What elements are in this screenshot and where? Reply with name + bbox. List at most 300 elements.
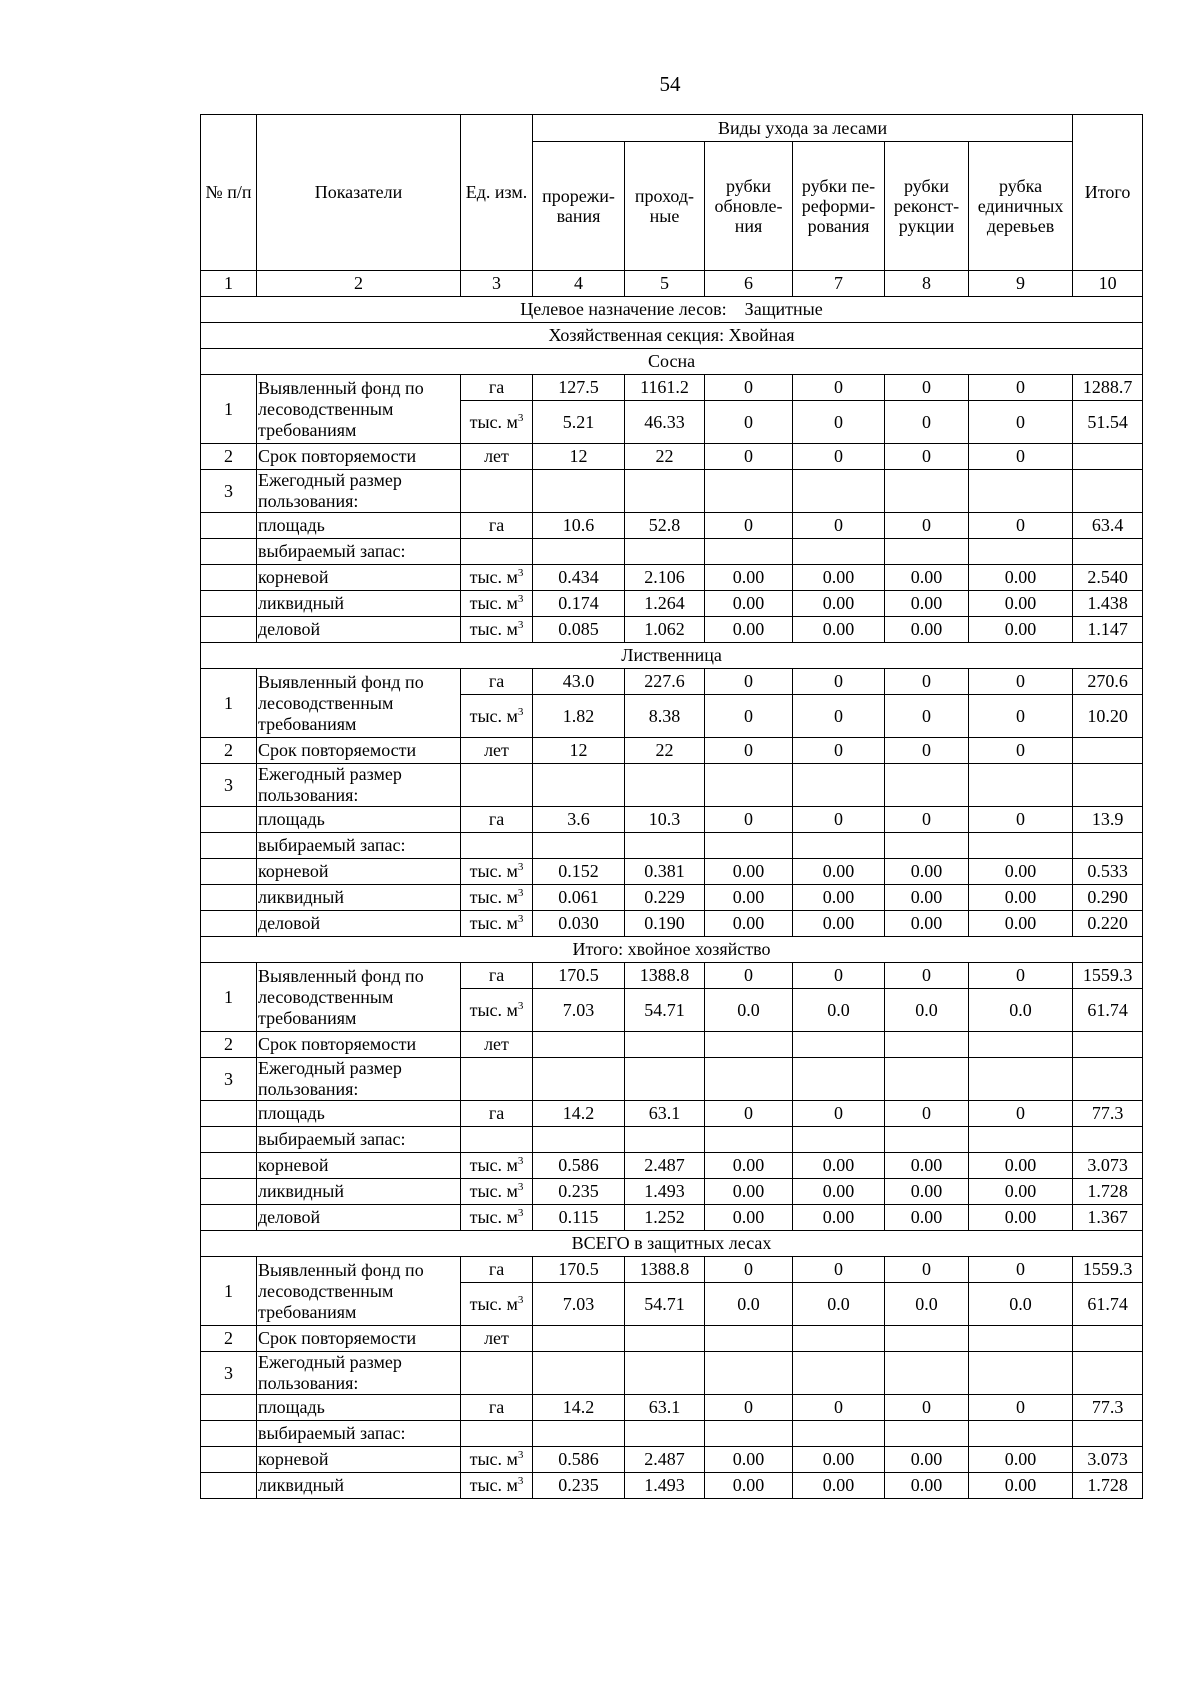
value-cell: 0.00 bbox=[705, 617, 793, 643]
table-row bbox=[201, 738, 1143, 764]
table-row bbox=[201, 1058, 1143, 1101]
unit-cell bbox=[461, 1447, 533, 1473]
table-row bbox=[201, 885, 1143, 911]
page-number: 54 bbox=[659, 72, 681, 96]
value-cell: 0.115 bbox=[533, 1205, 625, 1231]
value-cell: 0.586 bbox=[533, 1153, 625, 1179]
unit-exponent: 3 bbox=[517, 861, 524, 873]
value-cell bbox=[1073, 738, 1143, 764]
indicator-label: выбираемый запас: bbox=[257, 1421, 461, 1447]
empty-cell bbox=[705, 539, 793, 565]
unit-cell bbox=[461, 1395, 533, 1421]
value-cell: 2.487 bbox=[625, 1447, 705, 1473]
block-title: Лиственница bbox=[201, 643, 1143, 669]
value-cell: 1.493 bbox=[625, 1473, 705, 1499]
unit-label: лет bbox=[484, 1034, 509, 1054]
empty-cell bbox=[201, 859, 257, 885]
value-cell: 0.00 bbox=[705, 1153, 793, 1179]
unit-label: тыс. м bbox=[469, 913, 518, 933]
value-cell: 227.6 bbox=[625, 669, 705, 695]
value-cell: 1388.8 bbox=[625, 963, 705, 989]
unit-cell bbox=[461, 859, 533, 885]
unit-cell bbox=[461, 513, 533, 539]
value-cell: 0 bbox=[969, 1395, 1073, 1421]
indicator-label: корневой bbox=[257, 1153, 461, 1179]
empty-cell bbox=[201, 1101, 257, 1127]
value-cell: 0 bbox=[705, 444, 793, 470]
value-cell: 7.03 bbox=[533, 989, 625, 1032]
value-cell: 0.0 bbox=[705, 989, 793, 1032]
value-cell: 0.00 bbox=[969, 591, 1073, 617]
unit-exponent: 3 bbox=[517, 567, 524, 579]
value-cell: 10.6 bbox=[533, 513, 625, 539]
empty-cell bbox=[533, 764, 625, 807]
value-cell: 63.4 bbox=[1073, 513, 1143, 539]
value-cell bbox=[705, 1032, 793, 1058]
value-cell: 1559.3 bbox=[1073, 963, 1143, 989]
indicator-label: Ежегодный размер пользования: bbox=[257, 764, 461, 807]
header-col: рубки реконст-рукции bbox=[885, 142, 969, 271]
empty-cell bbox=[885, 1421, 969, 1447]
indicator-label: корневой bbox=[257, 859, 461, 885]
value-cell: 0.00 bbox=[885, 885, 969, 911]
table-row bbox=[201, 1352, 1143, 1395]
unit-exponent: 3 bbox=[517, 913, 524, 925]
empty-cell bbox=[461, 1421, 533, 1447]
value-cell bbox=[885, 1326, 969, 1352]
empty-cell bbox=[969, 1352, 1073, 1395]
value-cell: 0 bbox=[969, 1257, 1073, 1283]
empty-cell bbox=[461, 1127, 533, 1153]
value-cell: 61.74 bbox=[1073, 989, 1143, 1032]
unit-label: тыс. м bbox=[469, 619, 518, 639]
value-cell: 0 bbox=[793, 695, 885, 738]
column-number: 9 bbox=[969, 271, 1073, 297]
value-cell: 0.174 bbox=[533, 591, 625, 617]
value-cell: 0.586 bbox=[533, 1447, 625, 1473]
empty-cell bbox=[461, 1058, 533, 1101]
empty-cell bbox=[625, 1058, 705, 1101]
header-col: рубки обновле-ния bbox=[705, 142, 793, 271]
value-cell: 0 bbox=[793, 513, 885, 539]
empty-cell bbox=[969, 1127, 1073, 1153]
header-col: проход-ные bbox=[625, 142, 705, 271]
table-row bbox=[201, 591, 1143, 617]
value-cell: 0.0 bbox=[705, 1283, 793, 1326]
value-cell: 0 bbox=[705, 375, 793, 401]
value-cell: 0.085 bbox=[533, 617, 625, 643]
empty-cell bbox=[533, 470, 625, 513]
header-col: рубки пе-реформи-рования bbox=[793, 142, 885, 271]
value-cell: 12 bbox=[533, 444, 625, 470]
indicator-label: Выявленный фонд по лесоводственным требованиям bbox=[257, 963, 461, 1032]
value-cell: 0.00 bbox=[885, 1153, 969, 1179]
value-cell: 0 bbox=[969, 963, 1073, 989]
empty-cell bbox=[885, 1352, 969, 1395]
indicator-label: деловой bbox=[257, 911, 461, 937]
value-cell: 46.33 bbox=[625, 401, 705, 444]
empty-cell bbox=[201, 591, 257, 617]
indicator-label: ликвидный bbox=[257, 1179, 461, 1205]
value-cell: 0.00 bbox=[969, 1179, 1073, 1205]
value-cell: 0.0 bbox=[885, 1283, 969, 1326]
row-number: 3 bbox=[201, 470, 257, 513]
empty-cell bbox=[793, 470, 885, 513]
column-number: 7 bbox=[793, 271, 885, 297]
value-cell: 0 bbox=[705, 1101, 793, 1127]
empty-cell bbox=[201, 911, 257, 937]
empty-cell bbox=[705, 470, 793, 513]
row-number: 2 bbox=[201, 444, 257, 470]
indicator-label: площадь bbox=[257, 513, 461, 539]
empty-cell bbox=[625, 764, 705, 807]
value-cell: 0.00 bbox=[885, 1205, 969, 1231]
empty-cell bbox=[793, 1352, 885, 1395]
value-cell bbox=[969, 1326, 1073, 1352]
value-cell: 0.00 bbox=[705, 1179, 793, 1205]
empty-cell bbox=[705, 1352, 793, 1395]
empty-cell bbox=[705, 833, 793, 859]
value-cell: 2.487 bbox=[625, 1153, 705, 1179]
value-cell: 0 bbox=[969, 695, 1073, 738]
value-cell: 0.00 bbox=[969, 911, 1073, 937]
value-cell: 0 bbox=[969, 807, 1073, 833]
value-cell: 63.1 bbox=[625, 1395, 705, 1421]
indicator-label: выбираемый запас: bbox=[257, 1127, 461, 1153]
unit-cell bbox=[461, 375, 533, 401]
empty-cell bbox=[1073, 764, 1143, 807]
value-cell: 0 bbox=[969, 513, 1073, 539]
value-cell: 0.190 bbox=[625, 911, 705, 937]
column-number: 10 bbox=[1073, 271, 1143, 297]
unit-cell bbox=[461, 963, 533, 989]
empty-cell bbox=[705, 764, 793, 807]
value-cell: 0 bbox=[885, 375, 969, 401]
header-col: рубка единичных деревьев bbox=[969, 142, 1073, 271]
value-cell: 0 bbox=[885, 401, 969, 444]
table-row bbox=[201, 375, 1143, 401]
indicator-label: корневой bbox=[257, 565, 461, 591]
column-number: 1 bbox=[201, 271, 257, 297]
value-cell: 1.728 bbox=[1073, 1473, 1143, 1499]
value-cell: 0 bbox=[885, 444, 969, 470]
value-cell: 0 bbox=[969, 1101, 1073, 1127]
table-row bbox=[201, 1395, 1143, 1421]
value-cell: 0.00 bbox=[793, 859, 885, 885]
table-row bbox=[201, 764, 1143, 807]
value-cell: 1.728 bbox=[1073, 1179, 1143, 1205]
unit-exponent: 3 bbox=[517, 1475, 524, 1487]
unit-cell bbox=[461, 565, 533, 591]
empty-cell bbox=[705, 1421, 793, 1447]
value-cell: 0 bbox=[793, 963, 885, 989]
value-cell: 0 bbox=[705, 669, 793, 695]
unit-cell bbox=[461, 591, 533, 617]
row-number: 2 bbox=[201, 738, 257, 764]
value-cell bbox=[885, 1032, 969, 1058]
empty-cell bbox=[969, 539, 1073, 565]
value-cell: 0.030 bbox=[533, 911, 625, 937]
table-row bbox=[201, 911, 1143, 937]
unit-label: га bbox=[488, 809, 505, 829]
value-cell: 3.073 bbox=[1073, 1153, 1143, 1179]
value-cell: 0.00 bbox=[885, 591, 969, 617]
unit-label: тыс. м bbox=[469, 705, 518, 726]
table-body bbox=[201, 115, 1143, 1499]
table-row bbox=[201, 1101, 1143, 1127]
empty-cell bbox=[461, 470, 533, 513]
value-cell: 0.00 bbox=[705, 591, 793, 617]
row-number: 2 bbox=[201, 1326, 257, 1352]
value-cell: 0.00 bbox=[969, 859, 1073, 885]
indicator-label: ликвидный bbox=[257, 591, 461, 617]
indicator-label: Выявленный фонд по лесоводственным требованиям bbox=[257, 1257, 461, 1326]
value-cell: 5.21 bbox=[533, 401, 625, 444]
unit-cell bbox=[461, 1326, 533, 1352]
empty-cell bbox=[461, 764, 533, 807]
value-cell: 0 bbox=[705, 963, 793, 989]
value-cell: 0.00 bbox=[705, 1447, 793, 1473]
table-row bbox=[201, 669, 1143, 695]
empty-cell bbox=[793, 1421, 885, 1447]
unit-label: лет bbox=[484, 446, 509, 466]
value-cell: 77.3 bbox=[1073, 1101, 1143, 1127]
value-cell: 0.00 bbox=[885, 617, 969, 643]
table-row bbox=[201, 513, 1143, 539]
value-cell bbox=[625, 1032, 705, 1058]
value-cell: 0.00 bbox=[969, 1473, 1073, 1499]
empty-cell bbox=[1073, 1058, 1143, 1101]
row-number: 2 bbox=[201, 1032, 257, 1058]
value-cell: 0.00 bbox=[705, 565, 793, 591]
header-col: прорежи-вания bbox=[533, 142, 625, 271]
unit-label: тыс. м bbox=[469, 999, 518, 1020]
value-cell: 61.74 bbox=[1073, 1283, 1143, 1326]
value-cell: 0.00 bbox=[793, 565, 885, 591]
value-cell: 54.71 bbox=[625, 1283, 705, 1326]
value-cell: 0.152 bbox=[533, 859, 625, 885]
indicator-label: Срок повторяемости bbox=[257, 444, 461, 470]
value-cell: 0 bbox=[885, 807, 969, 833]
section-title: Хозяйственная секция: Хвойная bbox=[201, 323, 1143, 349]
empty-cell bbox=[1073, 539, 1143, 565]
empty-cell bbox=[1073, 833, 1143, 859]
value-cell: 3.6 bbox=[533, 807, 625, 833]
unit-cell bbox=[461, 989, 533, 1032]
empty-cell bbox=[625, 1352, 705, 1395]
value-cell: 0 bbox=[705, 807, 793, 833]
unit-label: тыс. м bbox=[469, 1155, 518, 1175]
unit-label: тыс. м bbox=[469, 887, 518, 907]
indicator-label: Срок повторяемости bbox=[257, 1032, 461, 1058]
value-cell: 12 bbox=[533, 738, 625, 764]
value-cell: 0 bbox=[885, 513, 969, 539]
empty-cell bbox=[625, 1127, 705, 1153]
unit-exponent: 3 bbox=[517, 1155, 524, 1167]
value-cell: 51.54 bbox=[1073, 401, 1143, 444]
table-row bbox=[201, 1127, 1143, 1153]
value-cell: 13.9 bbox=[1073, 807, 1143, 833]
unit-label: тыс. м bbox=[469, 411, 518, 432]
value-cell: 0.00 bbox=[793, 1153, 885, 1179]
value-cell: 1559.3 bbox=[1073, 1257, 1143, 1283]
indicator-label: площадь bbox=[257, 1101, 461, 1127]
value-cell: 0.381 bbox=[625, 859, 705, 885]
value-cell: 3.073 bbox=[1073, 1447, 1143, 1473]
value-cell: 0.0 bbox=[793, 1283, 885, 1326]
unit-cell bbox=[461, 1179, 533, 1205]
unit-cell bbox=[461, 1032, 533, 1058]
unit-exponent: 3 bbox=[517, 593, 524, 605]
empty-cell bbox=[969, 1421, 1073, 1447]
unit-exponent: 3 bbox=[517, 1207, 524, 1219]
value-cell: 8.38 bbox=[625, 695, 705, 738]
empty-cell bbox=[461, 1352, 533, 1395]
unit-label: га bbox=[488, 377, 505, 397]
indicator-label: Ежегодный размер пользования: bbox=[257, 470, 461, 513]
value-cell: 0.00 bbox=[705, 859, 793, 885]
value-cell: 0.00 bbox=[793, 617, 885, 643]
value-cell: 0.235 bbox=[533, 1473, 625, 1499]
value-cell bbox=[533, 1326, 625, 1352]
value-cell bbox=[533, 1032, 625, 1058]
block-title: Сосна bbox=[201, 349, 1143, 375]
value-cell: 127.5 bbox=[533, 375, 625, 401]
table-row bbox=[201, 833, 1143, 859]
unit-cell bbox=[461, 1257, 533, 1283]
value-cell: 0 bbox=[793, 444, 885, 470]
value-cell: 0.00 bbox=[793, 1473, 885, 1499]
indicator-label: Ежегодный размер пользования: bbox=[257, 1058, 461, 1101]
value-cell: 0 bbox=[969, 444, 1073, 470]
unit-label: тыс. м bbox=[469, 1293, 518, 1314]
value-cell bbox=[705, 1326, 793, 1352]
value-cell: 0 bbox=[705, 401, 793, 444]
value-cell bbox=[793, 1032, 885, 1058]
table-row bbox=[201, 1473, 1143, 1499]
empty-cell bbox=[1073, 1352, 1143, 1395]
value-cell: 0.00 bbox=[793, 591, 885, 617]
table-row bbox=[201, 643, 1143, 669]
header-total: Итого bbox=[1073, 115, 1143, 271]
value-cell: 0.00 bbox=[705, 911, 793, 937]
value-cell bbox=[1073, 1032, 1143, 1058]
value-cell: 1.438 bbox=[1073, 591, 1143, 617]
unit-label: лет bbox=[484, 1328, 509, 1348]
empty-cell bbox=[533, 1421, 625, 1447]
unit-cell bbox=[461, 1205, 533, 1231]
value-cell: 0 bbox=[793, 807, 885, 833]
empty-cell bbox=[705, 1127, 793, 1153]
column-numbers-row bbox=[201, 271, 1143, 297]
value-cell: 0 bbox=[793, 375, 885, 401]
value-cell: 10.20 bbox=[1073, 695, 1143, 738]
value-cell: 0.229 bbox=[625, 885, 705, 911]
unit-label: га bbox=[488, 1397, 505, 1417]
value-cell: 0 bbox=[969, 669, 1073, 695]
empty-cell bbox=[1073, 470, 1143, 513]
value-cell: 2.540 bbox=[1073, 565, 1143, 591]
empty-cell bbox=[885, 764, 969, 807]
value-cell bbox=[969, 1032, 1073, 1058]
empty-cell bbox=[885, 539, 969, 565]
empty-cell bbox=[625, 833, 705, 859]
column-number: 8 bbox=[885, 271, 969, 297]
column-number: 5 bbox=[625, 271, 705, 297]
indicator-label: ликвидный bbox=[257, 1473, 461, 1499]
empty-cell bbox=[793, 833, 885, 859]
value-cell: 0 bbox=[969, 375, 1073, 401]
indicator-label: деловой bbox=[257, 1205, 461, 1231]
empty-cell bbox=[969, 470, 1073, 513]
value-cell: 10.3 bbox=[625, 807, 705, 833]
empty-cell bbox=[533, 539, 625, 565]
unit-label: га bbox=[488, 1103, 505, 1123]
empty-cell bbox=[533, 1127, 625, 1153]
value-cell: 0 bbox=[885, 963, 969, 989]
unit-cell bbox=[461, 911, 533, 937]
value-cell: 1161.2 bbox=[625, 375, 705, 401]
value-cell: 0.00 bbox=[793, 1447, 885, 1473]
unit-exponent: 3 bbox=[517, 999, 524, 1012]
value-cell: 0.00 bbox=[705, 885, 793, 911]
value-cell: 1.264 bbox=[625, 591, 705, 617]
unit-label: га bbox=[488, 965, 505, 985]
empty-cell bbox=[969, 1058, 1073, 1101]
value-cell: 0 bbox=[705, 1257, 793, 1283]
indicator-label: корневой bbox=[257, 1447, 461, 1473]
unit-cell bbox=[461, 1473, 533, 1499]
value-cell: 77.3 bbox=[1073, 1395, 1143, 1421]
value-cell: 0.00 bbox=[969, 565, 1073, 591]
unit-label: тыс. м bbox=[469, 567, 518, 587]
value-cell: 0.00 bbox=[885, 911, 969, 937]
unit-exponent: 3 bbox=[517, 1293, 524, 1306]
header-care-types: Виды ухода за лесами bbox=[533, 115, 1073, 142]
unit-exponent: 3 bbox=[517, 887, 524, 899]
indicator-label: Выявленный фонд по лесоводственным требованиям bbox=[257, 669, 461, 738]
value-cell: 2.106 bbox=[625, 565, 705, 591]
value-cell bbox=[793, 1326, 885, 1352]
unit-cell bbox=[461, 1283, 533, 1326]
value-cell: 0.0 bbox=[885, 989, 969, 1032]
unit-cell bbox=[461, 401, 533, 444]
value-cell: 0.00 bbox=[969, 885, 1073, 911]
table-row bbox=[201, 349, 1143, 375]
value-cell: 0.00 bbox=[969, 617, 1073, 643]
value-cell: 0 bbox=[885, 738, 969, 764]
indicator-label: Выявленный фонд по лесоводственным требованиям bbox=[257, 375, 461, 444]
row-number: 3 bbox=[201, 764, 257, 807]
table-row bbox=[201, 1179, 1143, 1205]
indicator-label: площадь bbox=[257, 807, 461, 833]
empty-cell bbox=[969, 833, 1073, 859]
table-row bbox=[201, 1447, 1143, 1473]
value-cell: 14.2 bbox=[533, 1395, 625, 1421]
empty-cell bbox=[885, 1058, 969, 1101]
value-cell: 0 bbox=[793, 1101, 885, 1127]
unit-exponent: 3 bbox=[517, 411, 524, 424]
value-cell: 270.6 bbox=[1073, 669, 1143, 695]
empty-cell bbox=[201, 1421, 257, 1447]
column-number: 4 bbox=[533, 271, 625, 297]
table-row bbox=[201, 444, 1143, 470]
row-number: 1 bbox=[201, 963, 257, 1032]
table-row bbox=[201, 1326, 1143, 1352]
empty-cell bbox=[201, 1473, 257, 1499]
table-row bbox=[201, 1421, 1143, 1447]
empty-cell bbox=[461, 539, 533, 565]
